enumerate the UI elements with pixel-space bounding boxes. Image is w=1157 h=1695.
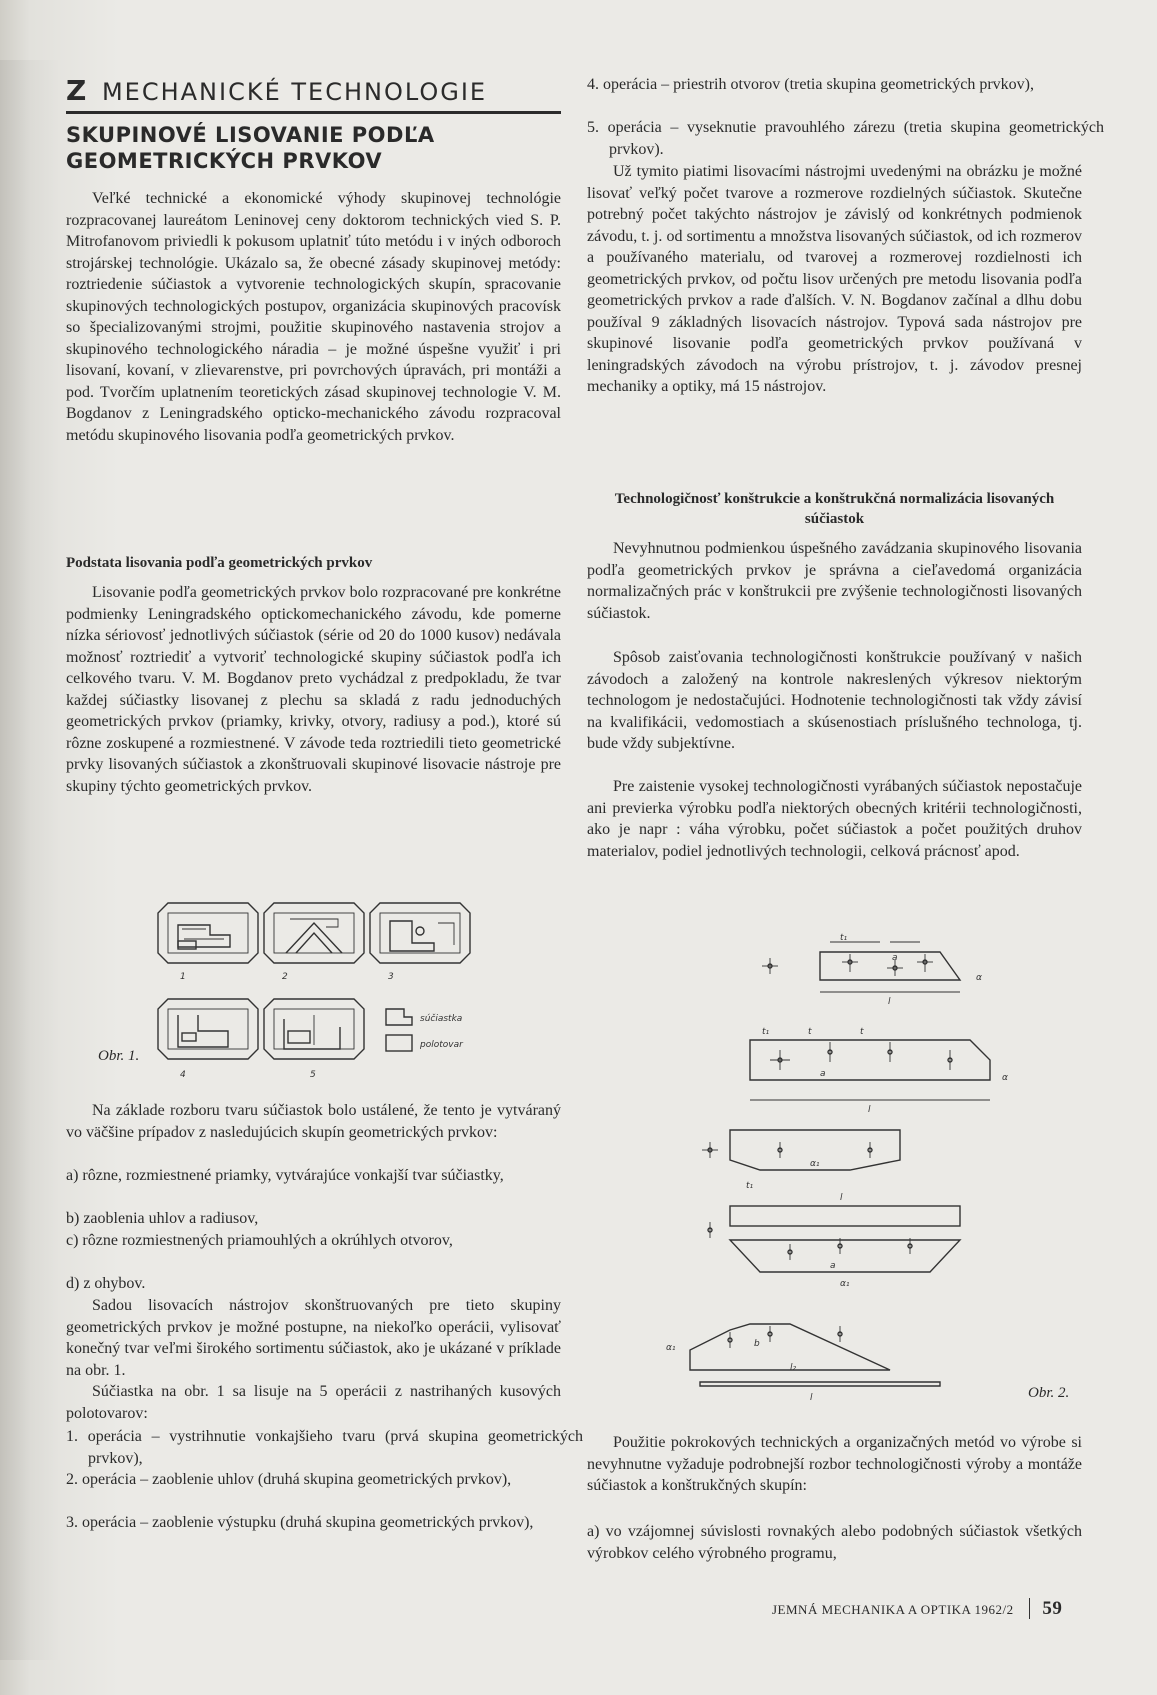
fig1-die-2 — [264, 903, 364, 963]
fig1-die-5 — [264, 999, 364, 1059]
fig2-label-alpha1-e: α₁ — [666, 1343, 676, 1353]
paragraph-pokrokove: Použitie pokrokových technických a organizačných metód vo výrobe si nevyhnutne vyžaduje podrobnejší rozbor technologičnosti výroby a montáže súčiastok a konštrukčných skupín: — [587, 1434, 1082, 1494]
paragraph-rozbor: Na základe rozboru tvaru súčiastok bolo ustálené, že tento je vytváraný vo väčšine prípadov z nasledujúcich skupín geometrických prvkov: — [66, 1102, 561, 1141]
fig2-label-b: b — [754, 1339, 760, 1349]
fig2-label-l-d: l — [840, 1193, 843, 1203]
paragraph-5-operacii: Súčiastka na obr. 1 sa lisuje na 5 operácii z nastrihaných kusových polotovarov: — [66, 1383, 561, 1422]
fig1-number-4: 4 — [180, 1070, 186, 1080]
list-item-d: d) z ohybov. — [66, 1275, 146, 1292]
fig2-label-t-c: t — [860, 1027, 864, 1037]
section-title: MECHANICKÉ TECHNOLOGIE — [101, 78, 488, 106]
fig1-number-2: 2 — [282, 972, 288, 982]
list-item-b: b) zaoblenia uhlov a radiusov, — [66, 1210, 259, 1227]
fig2-label-t1-b: t₁ — [762, 1027, 770, 1037]
paragraph-zaistenie: Pre zaistenie vysokej technologičnosti vyrábaných súčiastok nepostačuje ani previerka výrobku podľa niektorých obecných kritérii technologičnosti, ako je napr : váha výrobku, počet súčiastok a počet použitých druhov materialov, podiel jednotlivých technologii, celková prácnosť apod. — [587, 778, 1082, 860]
operation-2: 2. operácia – zaoblenie uhlov (druhá skupina geometrických prvkov), — [66, 1471, 512, 1488]
intro-paragraph: Veľké technické a ekonomické výhody skupinovej technológie rozpracovanej laureátom Leninovej ceny doktorom technických vied S. P. Mitrofanovom priviedli k pokusom uplatniť túto metódu i v iných odboroch strojárskej technológie. Ukázalo sa, že obecné zásady skupinovej metódy: roztriedenie súčiastok a vytvorenie technologických skupín, spracovanie skupinových technologických postupov, organizácia skupinových pracovísk so špecializovanými strojmi, použitie skupinového nastavenia strojov a skupinového technologického náradia – je možné úspešne využiť i pri lisovaní, kovaní, v zlievarenstve, pri povrchových úpravách, pri montáži a pod. Tvorčím uplatnením teoretických zásad skupinovej technologie V. M. Bogdanov z Leningradského opticko-mechanického závodu rozpracoval metódu skupinového lisovania podľa geometrických prvkov. — [66, 190, 561, 444]
article-title: SKUPINOVÉ LISOVANIE PODĽA GEOMETRICKÝCH PRVKOV — [66, 123, 435, 173]
fig2-label-l2: l₂ — [790, 1363, 797, 1373]
section-letter: Z — [66, 74, 89, 107]
fig1-number-5: 5 — [310, 1070, 316, 1080]
subhead-technologicnost: Technologičnosť konštrukcie a konštrukčná normalizácia lisovaných súčiastok — [614, 491, 1055, 527]
fig1-die-4 — [158, 999, 258, 1059]
fig2-label-l-b: l — [868, 1105, 871, 1115]
operation-1: 1. operácia – vystrihnutie vonkajšieho tvaru (prvá skupina geometrických prvkov), — [66, 1428, 583, 1467]
list-item-a: a) rôzne, rozmiestnené priamky, vytvárajúce vonkajší tvar súčiastky, — [66, 1167, 504, 1184]
fig2-part-5 — [666, 1324, 940, 1403]
paragraph-suvislost: a) vo vzájomnej súvislosti rovnakých alebo podobných súčiastok všetkých výrobkov celého výrobného programu, — [587, 1523, 1082, 1562]
fig2-part-1 — [762, 933, 982, 1007]
fig1-legend-blank: polotovar — [420, 1040, 463, 1050]
fig2-label-l-e: l — [810, 1393, 813, 1403]
operation-5: 5. operácia – vyseknutie pravouhlého zárezu (tretia skupina geometrických prvkov). — [587, 119, 1104, 158]
fig2-label-a: a — [892, 953, 898, 963]
fig2-part-2 — [750, 1027, 1008, 1115]
fig2-label-a-b: a — [820, 1069, 826, 1079]
paragraph-nastroje: Už tymito piatimi lisovacími nástrojmi uvedenými na obrázku je možné lisovať veľký počet tvarove a rozmerove rozdielných súčiastok. Skutečne potrebný počet takýchto nástrojov je závislý od konkrétnych podmienok závodu, t. j. od sortimentu a množstva lisovaných súčiastok, od ich rozmerov a používaného materialu, od tvarovej a rozmerovej rozdielnosti ich geometrických prvkov, od počtu lisov určených pre metodu lisovania podľa geometrických prvkov a rade ďalších. V. N. Bogdanov začínal a dlhu dobu používal 9 základných lisovacích nástrojov. Typová sada nástrojov pre skupinové lisovanie podľa geometrických prvkov používaná v leningradských závodoch na výrobu prístrojov, t. j. závodov presnej mechaniky a optiky, má 15 nástrojov. — [587, 163, 1082, 395]
journal-name: JEMNÁ MECHANIKA A OPTIKA 1962/2 — [772, 1602, 1014, 1617]
fig1-number-3: 3 — [388, 972, 394, 982]
figure-2 — [666, 930, 1090, 1410]
fig2-part-4 — [708, 1193, 960, 1289]
subhead-podstata: Podstata lisovania podľa geometrických prvkov — [66, 555, 373, 571]
figure-1 — [150, 895, 550, 1095]
fig1-die-1 — [158, 903, 258, 963]
fig2-caption: Obr. 2. — [1028, 1385, 1070, 1401]
fig1-die-3 — [370, 903, 470, 963]
fig2-label-t1: t₁ — [840, 933, 848, 943]
fig2-label-a-d: a — [830, 1261, 836, 1271]
fig1-number-1: 1 — [180, 972, 186, 982]
operation-3: 3. operácia – zaoblenie výstupku (druhá skupina geometrických prvkov), — [66, 1514, 534, 1531]
page-number: 59 — [1029, 1598, 1062, 1619]
fig2-part-3 — [702, 1130, 900, 1191]
operation-4: 4. operácia – priestrih otvorov (tretia skupina geometrických prvkov), — [587, 76, 1034, 93]
fig2-label-l: l — [888, 997, 891, 1007]
fig2-label-t1-c: t₁ — [746, 1181, 754, 1191]
fig1-caption: Obr. 1. — [98, 1048, 140, 1064]
fig2-label-alpha1: α₁ — [810, 1159, 820, 1169]
paragraph-sposob: Spôsob zaisťovania technologičnosti konštrukcie používaný v našich závodoch a založený na kontrole nakreslených výkresov niektorým technologom je nedostačujúci. Hodnotenie technologičnosti tak vždy závisí na kvalifikácii, vedomostiach a skúsenostiach príslušného technologa, tj. bude vždy subjektívne. — [587, 649, 1082, 752]
fig1-legend-part: súčiastka — [420, 1014, 463, 1024]
paragraph-podstata: Lisovanie podľa geometrických prvkov bolo rozpracované pre konkrétne podmienky Leningradského optickomechanického závodu, kde pomerne nízka sériovosť jednotlivých súčiastok (série od 20 do 1000 kusov) nedávala možnosť roztriediť a vytvoriť technologické skupiny súčiastok podľa ich celkového tvaru. V. M. Bogdanov preto vychádzal z predpokladu, že tvar každej súčiastky lisovanej z plechu sa skladá z radu jednoduchých geometrických prvkov (priamky, krivky, otvory, radiusy a pod.), ktoré sú rôzne zoskupené a rozmiestnené. V závode teda roztriedili tieto geometrické prvky lisovaných súčiastok a zkonštruovali skupinové lisovacie nástroje pre skupiny týchto geometrických prvkov. — [66, 584, 561, 795]
page-footer — [772, 1598, 1092, 1620]
scan-shadow — [0, 60, 60, 1660]
section-header — [66, 74, 561, 114]
fig2-label-alpha-b: α — [1002, 1073, 1008, 1083]
fig2-label-t-b: t — [808, 1027, 812, 1037]
fig1-legend — [386, 1009, 464, 1051]
fig2-label-alpha1-d: α₁ — [840, 1279, 850, 1289]
paragraph-sada: Sadou lisovacích nástrojov skonštruovaných pre tieto skupiny geometrických prvkov je možné postupne, na niekoľko operácii, vylisovať konečný tvar veľmi širokého sortimentu súčiastok, ako je ukázané v príklade na obr. 1. — [66, 1297, 561, 1379]
fig2-label-alpha: α — [976, 973, 982, 983]
paragraph-normalizacia: Nevyhnutnou podmienkou úspešného zavádzania skupinového lisovania podľa geometrických prvkov je správna a cieľavedomá organizácia normalizačných prác v konštrukcii pre zvýšenie technologičnosti lisovaných súčiastok. — [587, 540, 1082, 622]
list-item-c: c) rôzne rozmiestnených priamouhlých a okrúhlych otvorov, — [66, 1232, 453, 1249]
